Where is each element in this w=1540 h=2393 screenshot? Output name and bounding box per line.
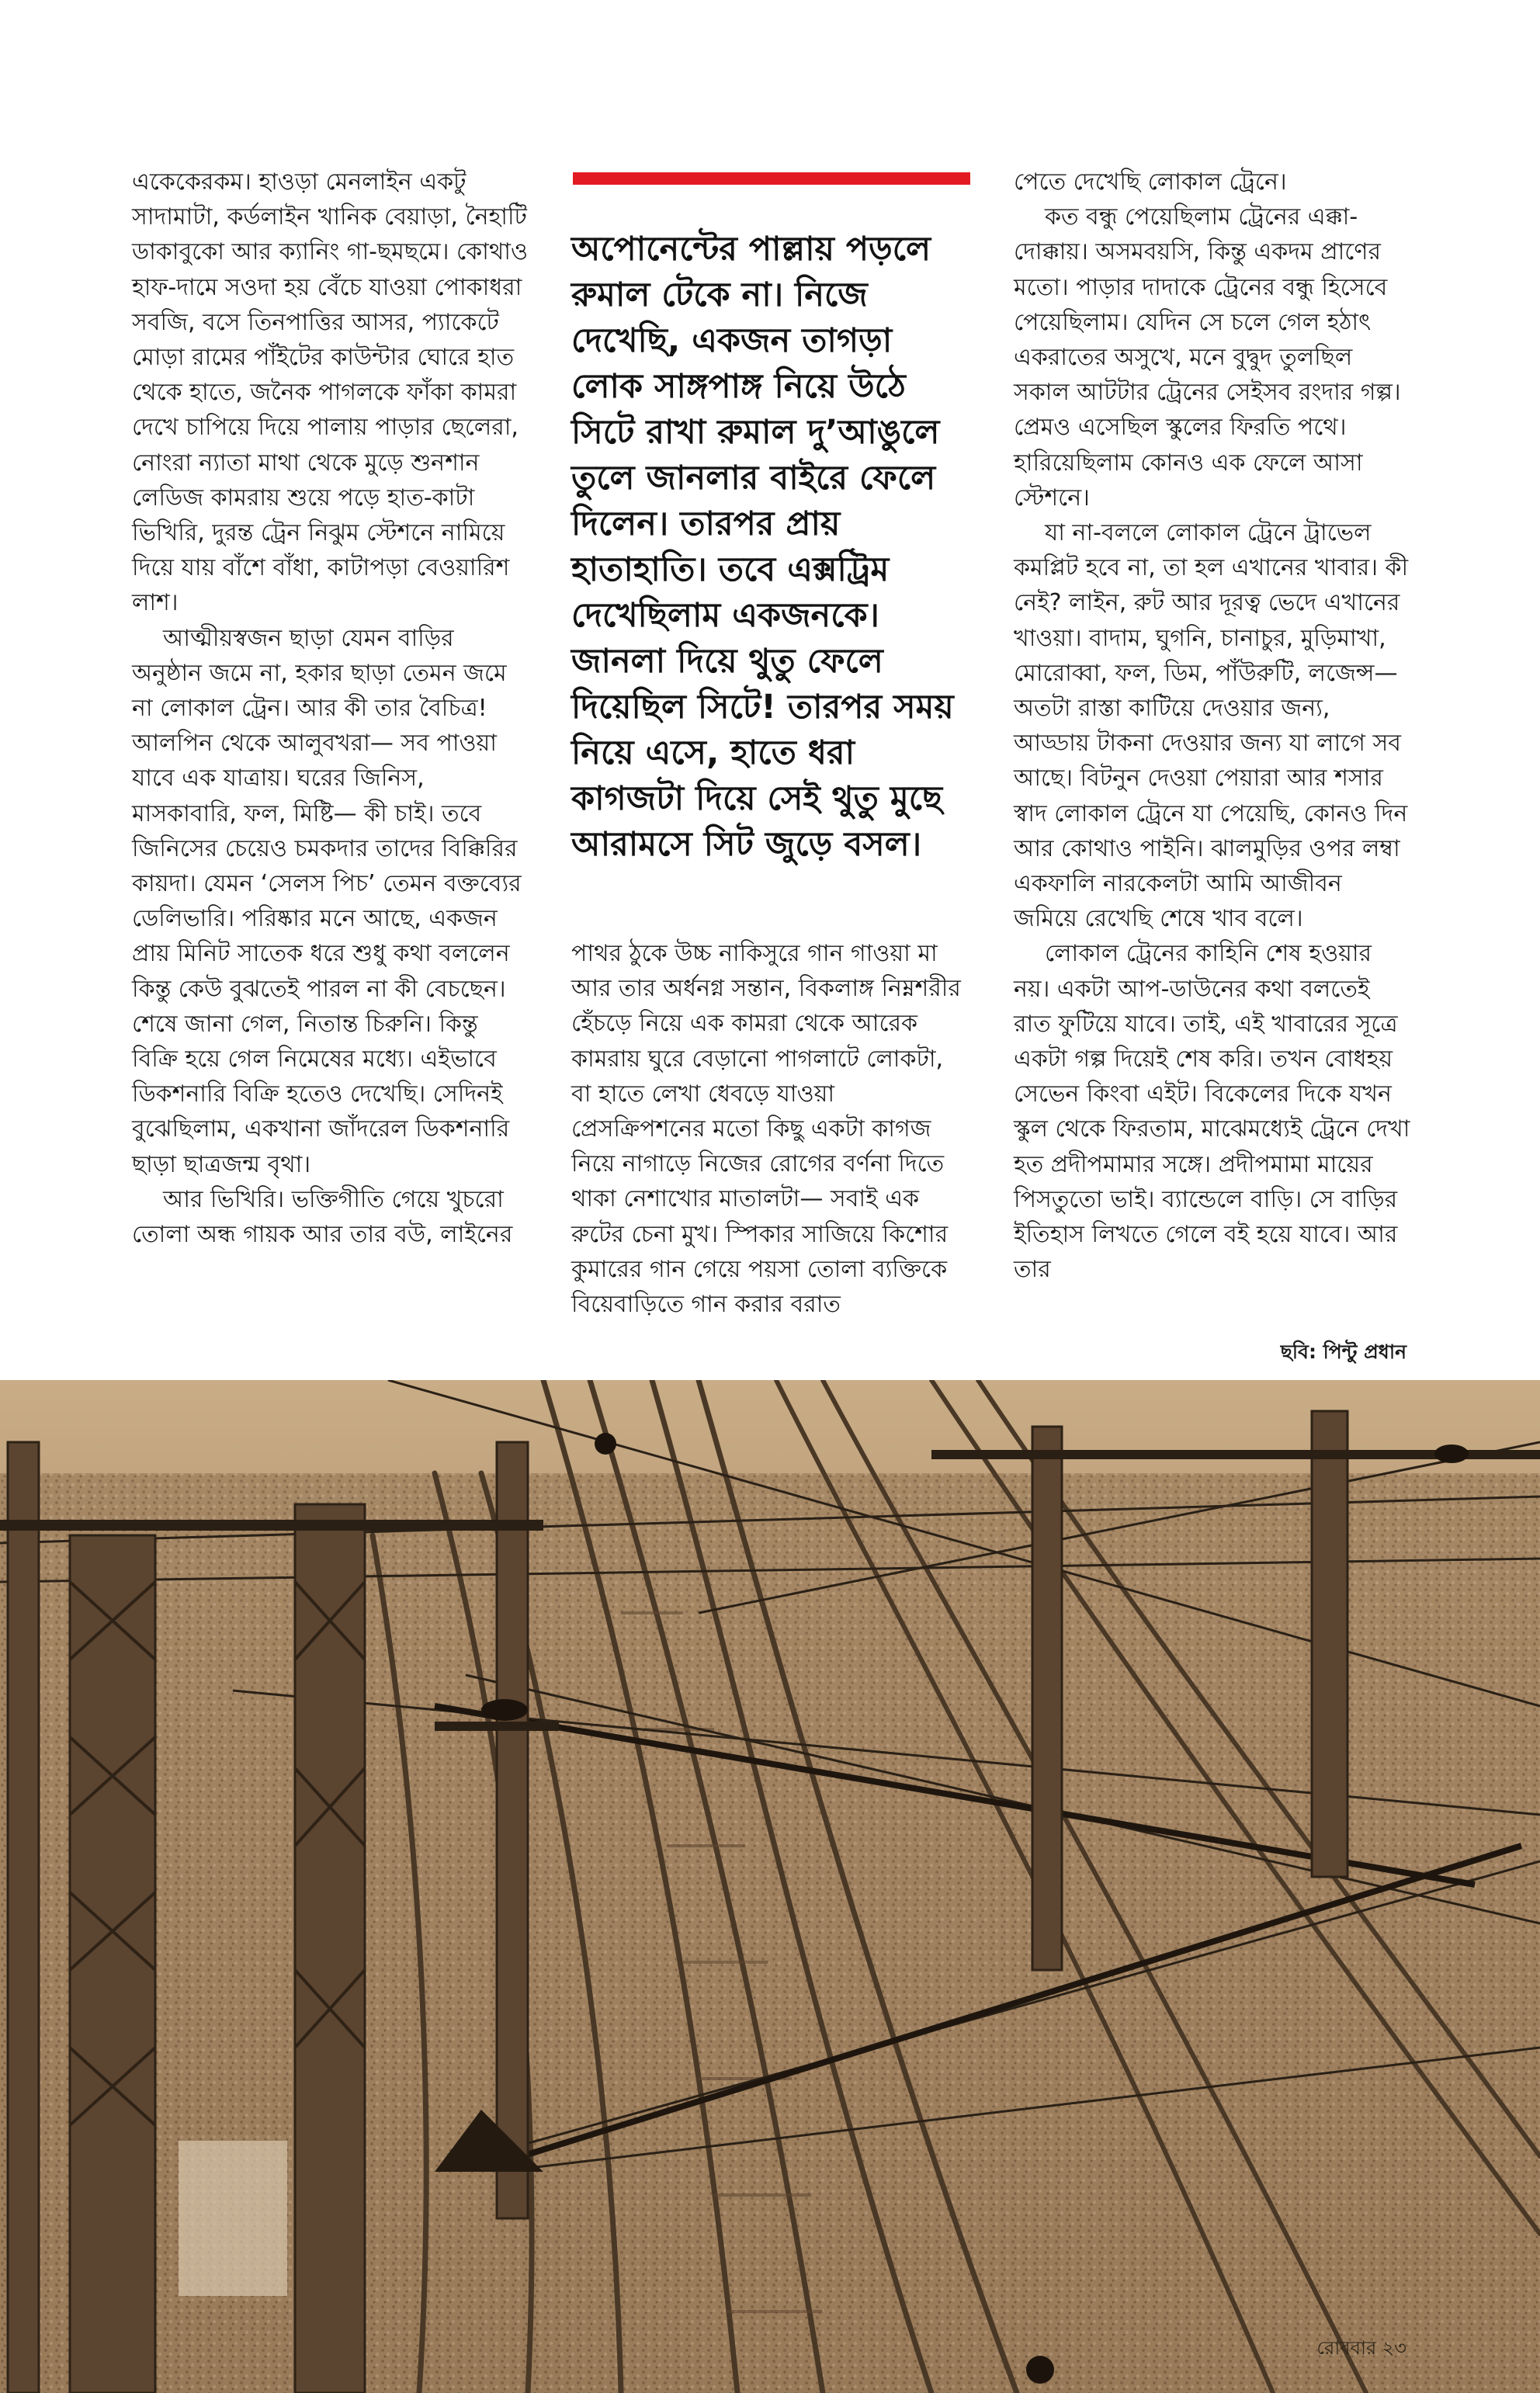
article-column-left: [132, 165, 529, 1252]
pullquote: অপোনেন্টের পাল্লায় পড়লে রুমাল টেকে না। নিজে দেখেছি, একজন তাগড়া লোক সাঙ্গপাঙ্গ নিয়ে উঠে সিটে রাখা রুমাল দু’আঙুলে তুলে জানলার বাইরে ফেলে দিলেন। তারপর প্রায় হাতাহাতি। তবে এক্সট্রিম দেখেছিলাম একজনকে। জানলা দিয়ে থুতু ফেলে দিয়েছিল সিটে! তারপর সময় নিয়ে এসে, হাতে ধরা কাগজটা দিয়ে সেই থুতু মুছে আরামসে সিট জুড়ে বসল।: [571, 230, 954, 864]
article-paragraph: পাথর ঠুকে উচ্চ নাকিসুরে গান গাওয়া মা আর তার অর্ধনগ্ন সন্তান, বিকলাঙ্গ নিম্নশরীর হেঁচড়ে নিয়ে এক কামরা থেকে আরেক কামরায় ঘুরে বেড়ানো পাগলাটে লোকটা, বা হাতে লেখা ধেবড়ে যাওয়া প্রেসক্রিপশনের মতো কিছু একটা কাগজ নিয়ে নাগাড়ে নিজের রোগের বর্ণনা দিতে থাকা নেশাখোর মাতালটা— সবাই এক রুটের চেনা মুখ। স্পিকার সাজিয়ে কিশোর কুমারের গান গেয়ে পয়সা তোলা ব্যক্তিকে বিয়েবাড়িতে গান করার বরাত: [571, 940, 961, 1319]
article-paragraph: পেতে দেখেছি লোকাল ট্রেনে।: [1014, 168, 1287, 196]
article-column-middle: [571, 936, 969, 1322]
pullquote-accent-bar: [573, 172, 970, 185]
railway-tracks-photo: [0, 1380, 1540, 2393]
article-paragraph: আর ভিখিরি। ভক্তিগীতি গেয়ে খুচরো তোলা অন্ধ গায়ক আর তার বউ, লাইনের: [132, 1185, 513, 1249]
article-paragraph: যা না-বললে লোকাল ট্রেনে ট্রাভেল কমপ্লিট হবে না, তা হল এখানের খাবার। কী নেই? লাইন, রুট আর দূরত্ব ভেদে এখানের খাওয়া। বাদাম, ঘুগনি, চানাচুর, মুড়িমাখা, মোরোব্বা, ফল, ডিম, পাঁউরুটি, লজেন্স— অতটা রাস্তা কাটিয়ে দেওয়ার জন্য, আড্ডায় টাকনা দেওয়ার জন্য যা লাগে সব আছে। বিটনুন দেওয়া পেয়ারা আর শসার স্বাদ লোকাল ট্রেনে যা পেয়েছি, কোনও দিন আর কোথাও পাইনি। ঝালমুড়ির ওপর লম্বা একফালি নারকেলটা আমি আজীবন জমিয়ে রেখেছি শেষে খাব বলে।: [1014, 519, 1409, 933]
article-paragraph: একেকেরকম। হাওড়া মেনলাইন একটু সাদামাটা, কর্ডলাইন খানিক বেয়াড়া, নৈহাটি ডাকাবুকো আর ক্যানিং গা-ছমছমে। কোথাও হাফ-দামে সওদা হয় বেঁচে যাওয়া পোকাধরা সবজি, বসে তিনপাত্তির আসর, প্যাকেটে মোড়া রামের পাঁইটের কাউন্টার ঘোরে হাত থেকে হাতে, জনৈক পাগলকে ফাঁকা কামরা দেখে চাপিয়ে দিয়ে পালায় পাড়ার ছেলেরা, নোংরা ন্যাতা মাথা থেকে মুড়ে শুনশান লেডিজ কামরায় শুয়ে পড়ে হাত-কাটা ভিখিরি, দুরন্ত ট্রেন নিঝুম স্টেশনে নামিয়ে দিয়ে যায় বাঁশে বাঁধা, কাটাপড়া বেওয়ারিশ লাশ।: [132, 168, 529, 617]
page-number: রোববার ২৩: [1316, 2337, 1406, 2359]
article-paragraph: কত বন্ধু পেয়েছিলাম ট্রেনের এক্কা-দোক্কায়। অসমবয়সি, কিন্তু একদম প্রাণের মতো। পাড়ার দাদাকে ট্রেনের বন্ধু হিসেবে পেয়েছিলাম। যেদিন সে চলে গেল হঠাৎ একরাতের অসুখে, মনে বুদ্বুদ তুলছিল সকাল আটটার ট্রেনের সেইসব রংদার গল্প। প্রেমও এসেছিল স্কুলের ফিরতি পথে। হারিয়েছিলাম কোনও এক ফেলে আসা স্টেশনে।: [1014, 203, 1401, 512]
article-paragraph: আত্মীয়স্বজন ছাড়া যেমন বাড়ির অনুষ্ঠান জমে না, হকার ছাড়া তেমন জমে না লোকাল ট্রেন। আর কী তার বৈচিত্র! আলপিন থেকে আলুবখরা— সব পাওয়া যাবে এক যাত্রায়। ঘরের জিনিস, মাসকাবারি, ফল, মিষ্টি— কী চাই। তবে জিনিসের চেয়েও চমকদার তাদের বিক্কিরির কায়দা। যেমন ‘সেলস পিচ’ তেমন বক্তব্যের ডেলিভারি। পরিষ্কার মনে আছে, একজন প্রায় মিনিট সাতেক ধরে শুধু কথা বললেন কিন্তু কেউ বুঝতেই পারল না কী বেচছেন। শেষে জানা গেল, নিতান্ত চিরুনি। কিন্তু বিক্রি হয়ে গেল নিমেষের মধ্যে। এইভাবে ডিকশনারি বিক্রি হতেও দেখেছি। সেদিনই বুঝেছিলাম, একখানা জাঁদরেল ডিকশনারি ছাড়া ছাত্রজন্ম বৃথা।: [132, 624, 522, 1178]
photo-credit: ছবি: পিন্টু প্রধান: [1280, 1340, 1406, 1363]
article-paragraph: লোকাল ট্রেনের কাহিনি শেষ হওয়ার নয়। একটা আপ-ডাউনের কথা বলতেই রাত ফুটিয়ে যাবে। তাই, এই খাবারের সূত্রে একটা গল্প দিয়েই শেষ করি। তখন বোধহয় সেভেন কিংবা এইট। বিকেলের দিকে যখন স্কুল থেকে ফিরতাম, মাঝেমধ্যেই ট্রেনে দেখা হত প্রদীপমামার সঙ্গে। প্রদীপমামা মায়ের পিসতুতো ভাই। ব্যান্ডেলে বাড়ি। সে বাড়ির ইতিহাস লিখতে গেলে বই হয়ে যাবে। আর তার: [1014, 940, 1410, 1284]
article-column-right: [1014, 165, 1411, 1288]
